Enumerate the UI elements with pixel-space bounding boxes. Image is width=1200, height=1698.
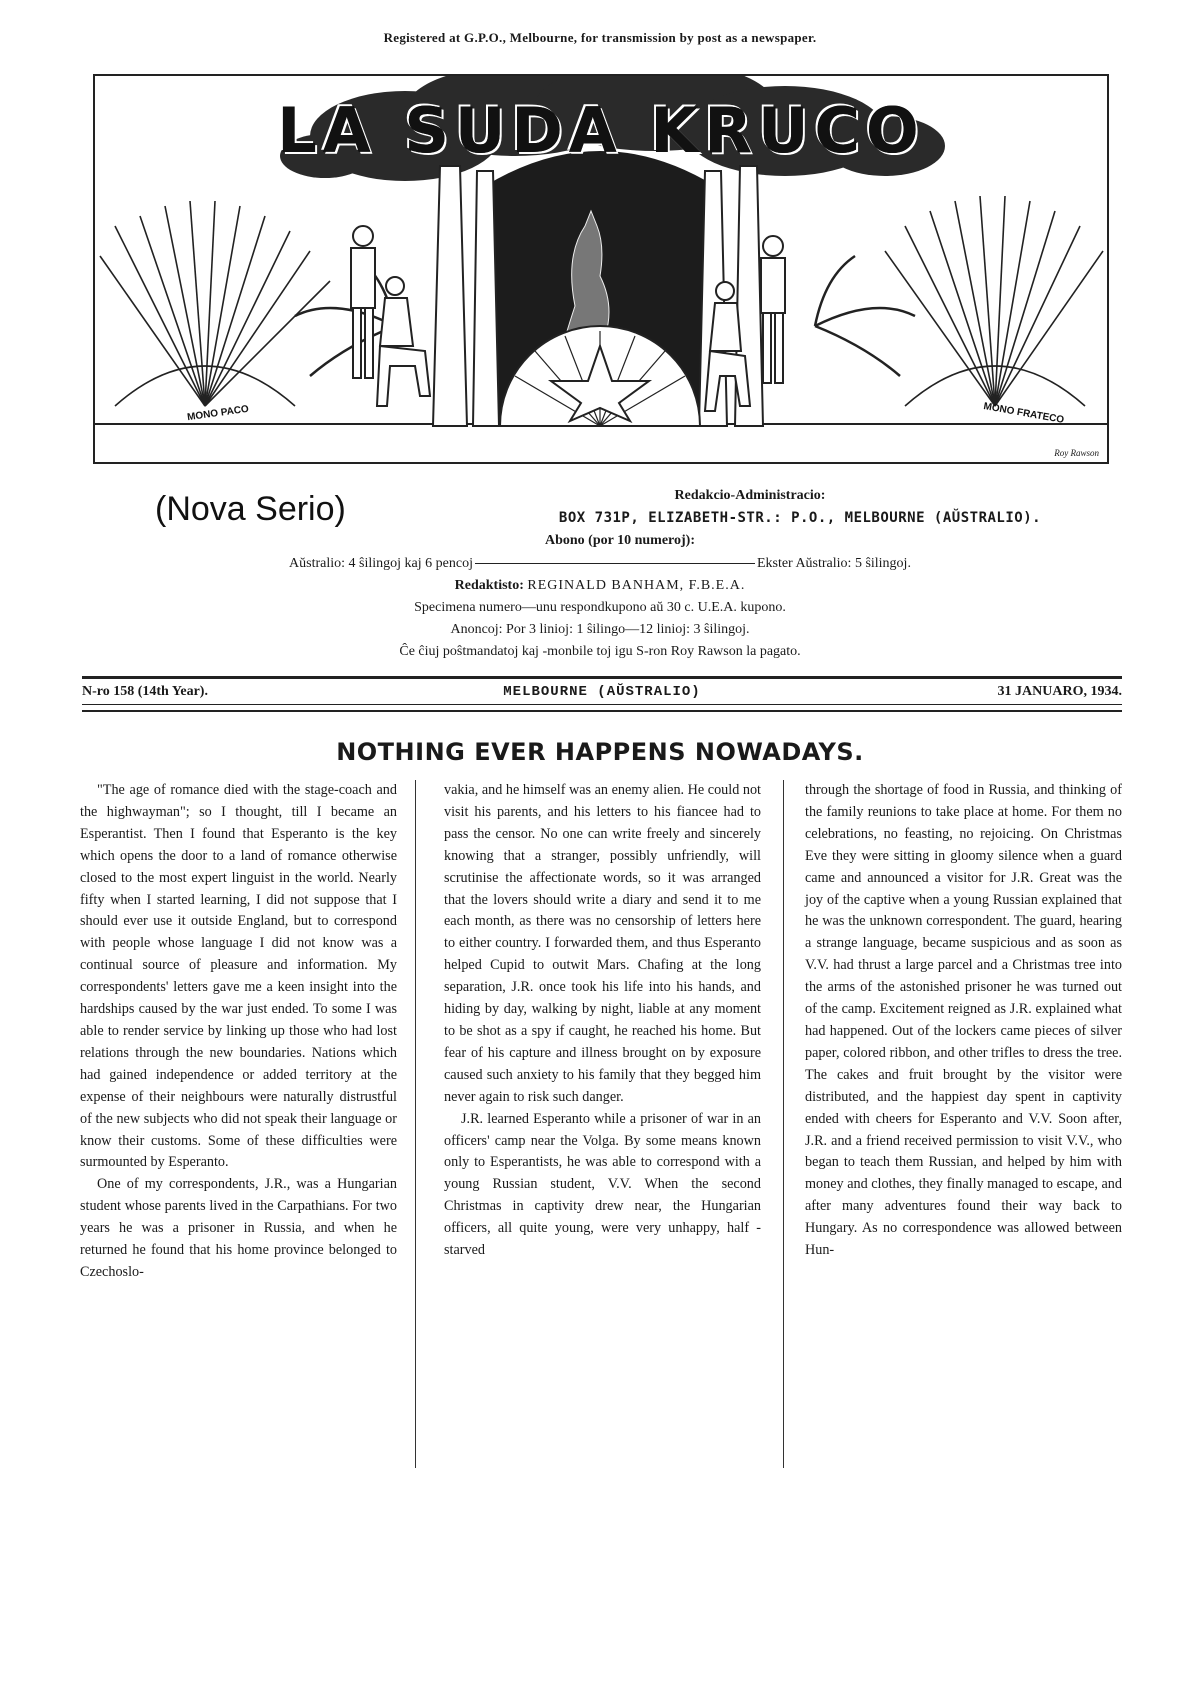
subscription-prices: [0, 556, 1200, 572]
masthead-illustration: [93, 74, 1109, 464]
address: BOX 731P, ELIZABETH-STR.: P.O., MELBOURNE (AŬSTRALIO).: [558, 510, 1042, 526]
editor-line: [0, 578, 1200, 594]
paragraph: J.R. learned Esperanto while a prisoner of war in an officers' camp near the Volga. By some means known only to Esperantists, he was able to correspond with a young Russian student, V.V. When the second Christmas in captivity drew near, the Hungarian officers, all quite young, were very unhappy, half - starved: [444, 1110, 761, 1259]
header-rule-bottom: [82, 710, 1122, 712]
paragraph: vakia, and he himself was an enemy alien. He could not visit his parents, and his letters to his fiancee had to pass the censor. No one can write freely and sincerely knowing that a stranger, possibly unfriendly, will scrutinise the affectionate words, so it was arranged that the lovers should write a diary and send it to me each month, as there was no censorship of letters here to either country. I forwarded them, and thus Esperanto helped Cupid to outwit Mars. Chafing at the long separation, J.R. once took his life into his hands, and hiding by day, walking by night, liable at any moment to be shot as a spy if caught, he reached his home. But fear of his capture and illness brought on by exposure caused such anxiety to his family that they begged him never again to risk such danger.: [444, 782, 761, 1105]
header-rule-middle: [82, 704, 1122, 705]
paragraph: "The age of romance died with the stage-coach and the highwayman"; so I thought, till I became an Esperantist. Then I found that Esperanto is the key which opens the door to a land of romance otherwise closed to the most expert linguist in the world. Nearly fifty when I started learning, I did not suppose that I should ever use it outside England, but to correspond with people whose language I did not know was a continual source of pleasure and information. My correspondents' letters gave me a keen insight into the hardships caused by the war just ended. To some I was able to render service by linking up those who had lost relations through the new boundaries. Nations which had gained independence or added territory at the expense of their neighbours were naturally distrustful of the new subjects who did not speak their language or know their customs. Some of these difficulties were surmounted by Esperanto.: [80, 782, 397, 1171]
paragraph: through the shortage of food in Russia, and thinking of the family reunions to take place at home. For them no celebrations, no feasting, no rejoicing. On Christmas Eve they were sitting in gloomy silence when a guard came and announced a visitor for J.R. Great was the joy of the captive when a young Russian explained that he was the unknown correspondent. The guard, hearing a strange language, became suspicious and as soon as V.V. had thrust a large parcel and a Christmas tree into the arms of the astonished prisoner he was turned out of the camp. Excitement reigned as J.R. explained what had happened. Out of the lockers came pieces of silver paper, colored ribbon, and other trifles to dress the tree. The cakes and fruit brought by the visitor were distributed, and the happiest day spent in captivity ended with cheers for Esperanto and V.V. Soon after, J.R. and a friend received permission to visit V.V., who began to teach them Russian, and helped by him with money and clothes, they finally managed to escape, and after many adventures found their way back to Hungary. As no correspondence was allowed between Hun-: [805, 782, 1122, 1259]
column-divider: [415, 780, 416, 1468]
artist-signature: Roy Rawson: [1054, 448, 1099, 458]
editor-label: Redaktisto:: [454, 578, 524, 593]
advertising-rates: Anoncoj: Por 3 linioj: 1 ŝilingo—12 linioj: 3 ŝilingoj.: [450, 622, 750, 637]
article-title: NOTHING EVER HAPPENS NOWADAYS.: [336, 738, 864, 766]
column-divider: [783, 780, 784, 1468]
payment-note: Ĉe ĉiuj poŝtmandatoj kaj -monbile toj igu S-ron Roy Rawson la pagato.: [399, 644, 801, 659]
sun-left-label: MONO PACO: [186, 403, 250, 424]
masthead-title: LA SUDA KRUCO: [277, 94, 925, 167]
price-divider: [475, 563, 755, 564]
price-abroad: Ekster Aŭstralio: 5 ŝilingoj.: [756, 556, 911, 571]
admin-label: [150, 488, 1200, 504]
article-column-1: [80, 780, 397, 1284]
issue-number: N-ro 158 (14th Year).: [82, 684, 208, 699]
admin-label-text: Redakcio-Administracio:: [674, 488, 826, 503]
sun-right-label: MONO FRATECO: [982, 401, 1065, 426]
registration-line: Registered at G.P.O., Melbourne, for transmission by post as a newspaper.: [383, 30, 817, 45]
specimen-note: Specimena numero—unu respondkupono aŭ 30 c. U.E.A. kupono.: [414, 600, 786, 615]
article-column-2: [444, 780, 761, 1262]
subscription-text: Abono (por 10 numeroj):: [545, 533, 695, 548]
price-australia: Aŭstralio: 4 ŝilingoj kaj 6 pencoj: [289, 556, 473, 571]
editor-name: REGINALD BANHAM, F.B.E.A.: [527, 578, 746, 593]
paragraph: One of my correspondents, J.R., was a Hungarian student whose parents lived in the Carpathians. For two years he was a prisoner in Russia, and when he returned he found that his home province belonged to Czechoslo-: [80, 1176, 397, 1280]
series-label: (Nova Serio): [155, 490, 346, 528]
header-rule-top: [82, 676, 1122, 679]
article-column-3: [805, 780, 1122, 1262]
issue-date: 31 JANUARO, 1934.: [997, 684, 1122, 699]
issue-place: MELBOURNE (AŬSTRALIO): [503, 684, 701, 700]
issue-row: [82, 684, 1122, 702]
subscription-label: [20, 533, 1200, 549]
